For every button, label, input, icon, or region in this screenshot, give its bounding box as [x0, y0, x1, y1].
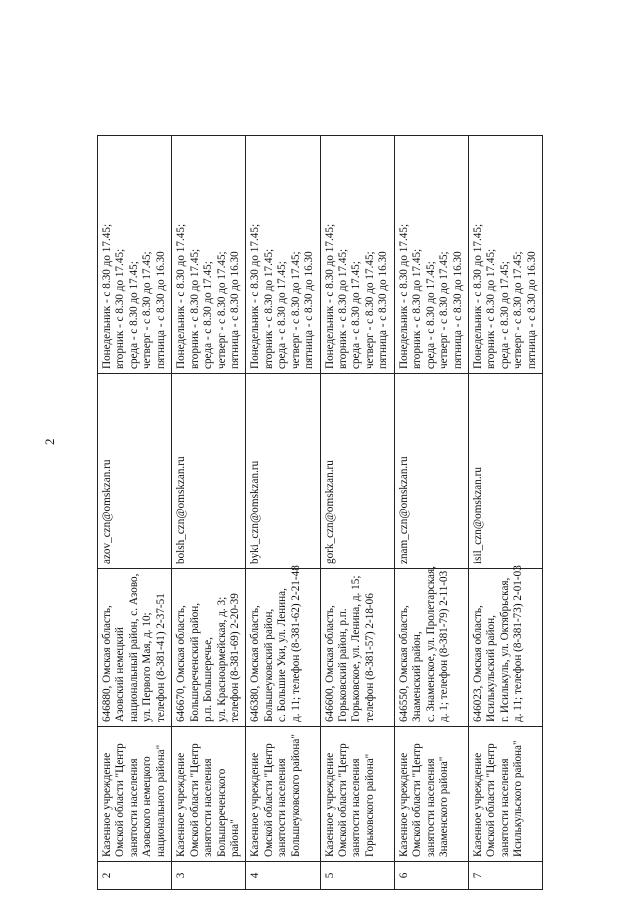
institution-address: [98, 569, 172, 727]
table-row: [172, 136, 246, 890]
institution-name-line: занятости населения: [276, 758, 289, 857]
institution-name-line: Азовского немецкого: [141, 756, 154, 857]
working-hours-line: Понедельник - с 8.30 до 17.45;: [471, 223, 484, 369]
institution-address-line: Горьковский район, р.п.: [337, 608, 349, 722]
working-hours-line: среда - с 8.30 до 17.45;: [127, 261, 140, 369]
institution-address-line: 646670, Омская область,: [175, 605, 188, 722]
institution-name-line: Горьковского района": [363, 753, 376, 857]
working-hours-line: вторник - с 8.30 до 17.45;: [337, 248, 349, 369]
institution-name-line: Омской области "Центр: [337, 743, 349, 857]
working-hours-line: четверг - с 8.30 до 17.45;: [512, 251, 525, 369]
table-body: [98, 136, 543, 890]
institution-address-line: 646023, Омская область,: [471, 605, 484, 722]
working-hours-line: пятница - с 8.30 до 16.30: [525, 251, 538, 369]
working-hours-line: вторник - с 8.30 до 17.45;: [411, 248, 424, 369]
row-number: 6: [394, 862, 468, 890]
working-hours-line: Понедельник - с 8.30 до 17.45;: [323, 223, 336, 369]
email-address: bolsh_czn@omskzan.ru: [172, 374, 246, 569]
institution-address-line: телефон (8-381-69) 2-20-39: [228, 593, 241, 722]
email-address: isil_czn@omskzan.ru: [468, 374, 542, 569]
working-hours: [98, 136, 172, 374]
working-hours: [246, 136, 320, 374]
services-table-rotated: [97, 136, 538, 890]
institution-name-line: Омской области "Центр: [485, 743, 498, 857]
working-hours-line: среда - с 8.30 до 17.45;: [498, 261, 511, 369]
institution-name-line: занятости населения: [127, 758, 140, 857]
table-row: [246, 136, 320, 890]
institution-name-line: Казенное учреждение: [175, 752, 188, 857]
page-number: 2: [42, 438, 57, 445]
institution-address: [172, 569, 246, 727]
working-hours-line: пятница - с 8.30 до 16.30: [228, 251, 241, 369]
institution-address-line: р.п. Большеречье,: [202, 637, 215, 722]
institution-address-line: д. 11; телефон (8-381-73) 2-01-03: [512, 565, 525, 722]
institution-address: [320, 569, 394, 727]
institution-name: [468, 727, 542, 862]
working-hours-line: пятница - с 8.30 до 16.30: [303, 251, 316, 369]
institution-address-line: телефон (8-381-41) 2-37-51: [154, 593, 167, 722]
institution-name-line: занятости населения: [350, 758, 363, 857]
institution-name-line: Большеуковского района": [289, 734, 302, 857]
row-number: 2: [98, 862, 172, 890]
institution-name: [394, 727, 468, 862]
institution-address-line: ул. Первого Мая, д. 10;: [141, 612, 154, 722]
row-number: 5: [320, 862, 394, 890]
institution-address-line: ул. Красноармейская, д. 3;: [215, 596, 228, 722]
institution-address-line: Знаменский район,: [411, 631, 424, 722]
table-row: [98, 136, 172, 890]
working-hours: [468, 136, 542, 374]
institution-name-line: Казенное учреждение: [249, 752, 262, 857]
row-number: 3: [172, 862, 246, 890]
institution-address-line: 646880, Омская область,: [101, 605, 113, 722]
working-hours-line: пятница - с 8.30 до 16.30: [154, 251, 167, 369]
institution-address-line: Горьковское, ул. Ленина, д. 15;: [350, 575, 363, 722]
institution-address-line: с. Знаменское, ул. Пролетарская,: [424, 566, 437, 722]
working-hours-line: среда - с 8.30 до 17.45;: [276, 261, 289, 369]
institution-name: [320, 727, 394, 862]
working-hours-line: вторник - с 8.30 до 17.45;: [114, 248, 127, 369]
institution-name-line: занятости населения: [424, 758, 437, 857]
institution-name-line: национального района": [154, 744, 167, 857]
institution-name-line: занятости населения: [202, 758, 215, 857]
institution-name-line: Омской области "Центр: [411, 743, 424, 857]
email-address: gork_czn@omskzan.ru: [320, 374, 394, 569]
working-hours-line: Понедельник - с 8.30 до 17.45;: [175, 223, 188, 369]
working-hours: [172, 136, 246, 374]
institution-address-line: Исилькульский район,: [485, 615, 498, 722]
working-hours-line: вторник - с 8.30 до 17.45;: [188, 248, 201, 369]
institution-name-line: Омской области "Центр: [114, 743, 127, 857]
email-address: byki_czn@omskzan.ru: [246, 374, 320, 569]
working-hours-line: Понедельник - с 8.30 до 17.45;: [397, 223, 410, 369]
table-row: [320, 136, 394, 890]
working-hours-line: среда - с 8.30 до 17.45;: [202, 261, 215, 369]
working-hours: [320, 136, 394, 374]
institution-address-line: д. 1; телефон (8-381-79) 2-11-03: [438, 570, 451, 722]
institution-name-line: района": [228, 819, 241, 857]
working-hours-line: четверг - с 8.30 до 17.45;: [363, 251, 376, 369]
institution-address-line: национальный район, с. Азово,: [127, 573, 140, 722]
institution-name-line: Казенное учреждение: [397, 752, 410, 857]
institution-name-line: занятости населения: [498, 758, 511, 857]
institution-name-line: Омской области "Центр: [262, 743, 275, 857]
institution-name-line: Знаменского района": [438, 756, 451, 857]
working-hours-line: четверг - с 8.30 до 17.45;: [289, 251, 302, 369]
working-hours-line: вторник - с 8.30 до 17.45;: [262, 248, 275, 369]
working-hours-line: среда - с 8.30 до 17.45;: [424, 261, 437, 369]
institution-name-line: Казенное учреждение: [101, 752, 113, 857]
institution-name-line: Казенное учреждение: [471, 752, 484, 857]
institution-name-line: Казенное учреждение: [323, 752, 336, 857]
institution-name-line: Омской области "Центр: [188, 743, 201, 857]
institution-address-line: с. Большие Уки, ул. Ленина,: [276, 588, 289, 722]
institution-address-line: 646550, Омская область,: [397, 605, 410, 722]
working-hours-line: Понедельник - с 8.30 до 17.45;: [101, 223, 113, 369]
institution-name: [172, 727, 246, 862]
institution-address-line: 646380, Омская область,: [249, 605, 262, 722]
institution-address-line: г. Исилькуль, ул. Октябрьская,: [498, 577, 511, 722]
row-number: 7: [468, 862, 542, 890]
email-address: azov_czn@omskzan.ru: [98, 374, 172, 569]
working-hours-line: четверг - с 8.30 до 17.45;: [438, 251, 451, 369]
working-hours-line: вторник - с 8.30 до 17.45;: [485, 248, 498, 369]
working-hours-line: среда - с 8.30 до 17.45;: [350, 261, 363, 369]
institution-address: [246, 565, 320, 727]
row-number: 4: [246, 862, 320, 890]
institution-address: [468, 565, 542, 727]
table-row: [468, 136, 542, 890]
institution-address-line: Большереченский район,: [188, 602, 201, 722]
email-address: znam_czn@omskzan.ru: [394, 374, 468, 569]
institution-address-line: д. 11; телефон (8-381-62) 2-21-48: [289, 565, 302, 722]
institution-name: [98, 727, 172, 862]
institution-name: [246, 727, 320, 862]
institution-name-line: Большереченского: [215, 768, 228, 857]
services-table: [97, 135, 543, 890]
institution-address-line: Большеуковский район,: [262, 608, 275, 722]
working-hours-line: четверг - с 8.30 до 17.45;: [215, 251, 228, 369]
institution-address-line: телефон (8-381-57) 2-18-06: [363, 593, 376, 722]
institution-name-line: Исилькульского района": [512, 740, 525, 857]
working-hours: [394, 136, 468, 374]
working-hours-line: четверг - с 8.30 до 17.45;: [141, 251, 154, 369]
institution-address: [394, 566, 468, 727]
table-row: [394, 136, 468, 890]
working-hours-line: Понедельник - с 8.30 до 17.45;: [249, 223, 262, 369]
working-hours-line: пятница - с 8.30 до 16.30: [377, 251, 390, 369]
institution-address-line: 646600, Омская область,: [323, 605, 336, 722]
working-hours-line: пятница - с 8.30 до 16.30: [451, 251, 464, 369]
institution-address-line: Азовский немецкий: [114, 627, 127, 722]
